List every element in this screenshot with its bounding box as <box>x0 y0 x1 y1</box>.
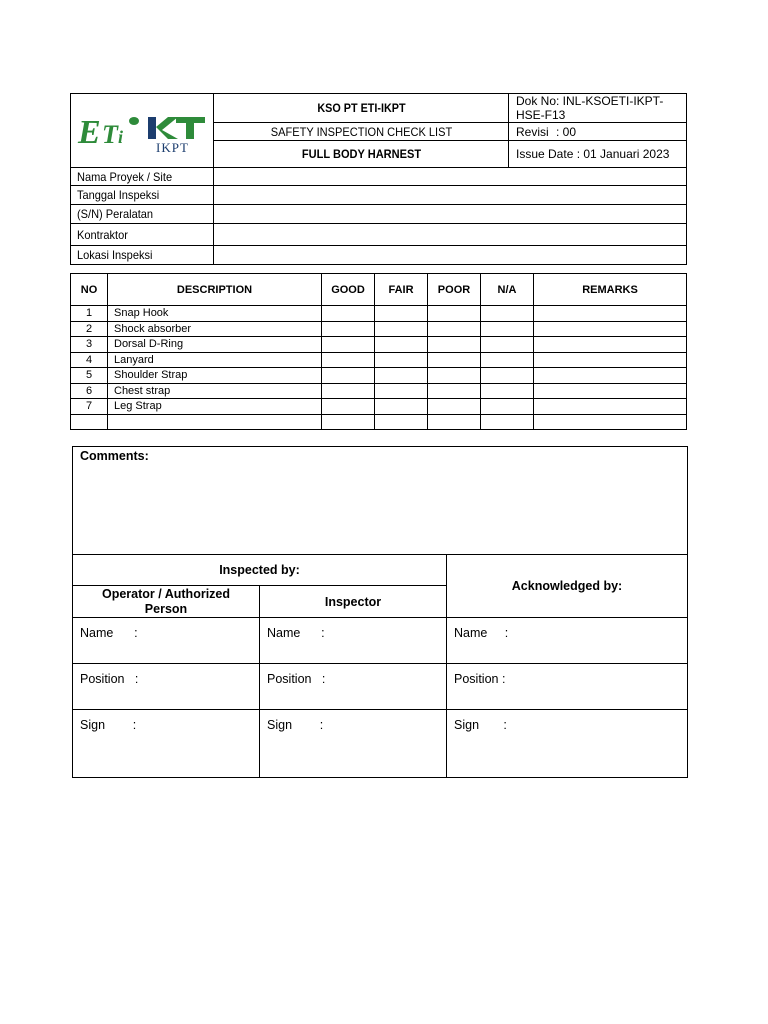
dok-no: Dok No: INL-KSOETI-IKPT-HSE-F13 <box>509 94 687 123</box>
fair-cell[interactable] <box>375 337 428 353</box>
revision: Revisi : 00 <box>509 123 687 141</box>
remarks-cell[interactable] <box>534 414 687 430</box>
col-header-description: DESCRIPTION <box>108 274 322 306</box>
col-header-fair: FAIR <box>375 274 428 306</box>
info-label-location: Lokasi Inspeksi <box>71 246 203 265</box>
acknowledger-position-field[interactable]: Position : <box>447 664 688 710</box>
fair-cell[interactable] <box>375 383 428 399</box>
info-value-site[interactable] <box>214 168 687 186</box>
operator-name-field[interactable]: Name : <box>73 618 260 664</box>
na-cell[interactable] <box>481 383 534 399</box>
remarks-cell[interactable] <box>534 352 687 368</box>
issue-date: Issue Date : 01 Januari 2023 <box>509 141 687 168</box>
fair-cell[interactable] <box>375 414 428 430</box>
na-cell[interactable] <box>481 414 534 430</box>
col-header-remarks: REMARKS <box>534 274 687 306</box>
inspection-checklist <box>70 273 687 430</box>
poor-cell[interactable] <box>428 383 481 399</box>
row-description: Leg Strap <box>108 399 322 415</box>
signoff-section <box>72 446 688 778</box>
form-type: SAFETY INSPECTION CHECK LIST <box>225 123 496 141</box>
row-description: Lanyard <box>108 352 322 368</box>
document-header <box>70 93 687 265</box>
poor-cell[interactable] <box>428 352 481 368</box>
remarks-cell[interactable] <box>534 321 687 337</box>
remarks-cell[interactable] <box>534 368 687 384</box>
comments-label: Comments: <box>80 449 149 463</box>
inspector-sign-field[interactable]: Sign : <box>260 710 447 778</box>
row-description: Dorsal D-Ring <box>108 337 322 353</box>
eti-ikpt-logo <box>72 99 212 159</box>
good-cell[interactable] <box>322 337 375 353</box>
poor-cell[interactable] <box>428 306 481 322</box>
col-header-good: GOOD <box>322 274 375 306</box>
row-number <box>71 414 108 430</box>
acknowledged-by-heading: Acknowledged by: <box>447 555 688 618</box>
na-cell[interactable] <box>481 337 534 353</box>
good-cell[interactable] <box>322 368 375 384</box>
row-number: 1 <box>71 306 108 322</box>
na-cell[interactable] <box>481 352 534 368</box>
good-cell[interactable] <box>322 321 375 337</box>
na-cell[interactable] <box>481 306 534 322</box>
na-cell[interactable] <box>481 321 534 337</box>
row-description: Shock absorber <box>108 321 322 337</box>
acknowledger-name-field[interactable]: Name : <box>447 618 688 664</box>
inspected-by-heading: Inspected by: <box>73 555 447 586</box>
table-row <box>71 368 687 384</box>
good-cell[interactable] <box>322 352 375 368</box>
table-row <box>71 306 687 322</box>
logo-ikpt-text: IKPT <box>156 140 189 155</box>
logo-eti-t: T <box>102 120 118 149</box>
inspector-heading: Inspector <box>260 586 447 618</box>
operator-sign-field[interactable]: Sign : <box>73 710 260 778</box>
good-cell[interactable] <box>322 306 375 322</box>
col-header-no: NO <box>71 274 108 306</box>
row-number: 5 <box>71 368 108 384</box>
fair-cell[interactable] <box>375 368 428 384</box>
row-number: 4 <box>71 352 108 368</box>
remarks-cell[interactable] <box>534 399 687 415</box>
table-row <box>71 414 687 430</box>
info-value-date[interactable] <box>214 186 687 205</box>
remarks-cell[interactable] <box>534 383 687 399</box>
company-logos <box>71 94 214 168</box>
fair-cell[interactable] <box>375 399 428 415</box>
poor-cell[interactable] <box>428 337 481 353</box>
table-row <box>71 352 687 368</box>
remarks-cell[interactable] <box>534 337 687 353</box>
col-header-na: N/A <box>481 274 534 306</box>
good-cell[interactable] <box>322 399 375 415</box>
row-number: 6 <box>71 383 108 399</box>
company-name: KSO PT ETI-IKPT <box>228 94 494 123</box>
table-row <box>71 337 687 353</box>
inspector-name-field[interactable]: Name : <box>260 618 447 664</box>
row-number: 3 <box>71 337 108 353</box>
svg-text:i: i <box>118 127 124 147</box>
row-description: Chest strap <box>108 383 322 399</box>
inspector-position-field[interactable]: Position : <box>260 664 447 710</box>
operator-heading: Operator / Authorized Person <box>73 586 260 618</box>
poor-cell[interactable] <box>428 414 481 430</box>
row-number: 7 <box>71 399 108 415</box>
good-cell[interactable] <box>322 383 375 399</box>
table-row <box>71 321 687 337</box>
col-header-poor: POOR <box>428 274 481 306</box>
row-description: Snap Hook <box>108 306 322 322</box>
info-value-serial[interactable] <box>214 205 687 224</box>
info-label-date: Tanggal Inspeksi <box>71 186 203 205</box>
table-row <box>71 383 687 399</box>
na-cell[interactable] <box>481 399 534 415</box>
poor-cell[interactable] <box>428 368 481 384</box>
info-label-site: Nama Proyek / Site <box>71 168 203 186</box>
row-number: 2 <box>71 321 108 337</box>
table-row <box>71 399 687 415</box>
good-cell[interactable] <box>322 414 375 430</box>
info-label-serial: (S/N) Peralatan <box>71 205 203 224</box>
info-value-location[interactable] <box>214 246 687 265</box>
row-description <box>108 414 322 430</box>
fair-cell[interactable] <box>375 306 428 322</box>
na-cell[interactable] <box>481 368 534 384</box>
info-value-contractor[interactable] <box>214 224 687 246</box>
poor-cell[interactable] <box>428 321 481 337</box>
remarks-cell[interactable] <box>534 306 687 322</box>
poor-cell[interactable] <box>428 399 481 415</box>
row-description: Shoulder Strap <box>108 368 322 384</box>
acknowledger-sign-field[interactable]: Sign : <box>447 710 688 778</box>
fair-cell[interactable] <box>375 321 428 337</box>
fair-cell[interactable] <box>375 352 428 368</box>
logo-eti-e: E <box>78 114 101 151</box>
info-label-contractor: Kontraktor <box>71 224 203 246</box>
comments-box[interactable] <box>73 447 688 555</box>
document-title: FULL BODY HARNEST <box>225 141 496 168</box>
operator-position-field[interactable]: Position : <box>73 664 260 710</box>
